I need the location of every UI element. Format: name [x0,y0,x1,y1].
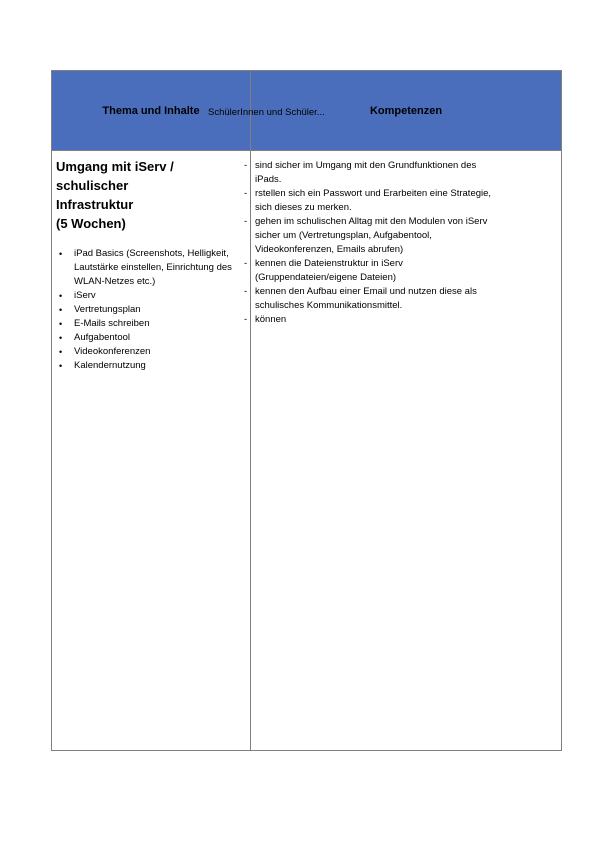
bullet-icon: • [59,361,63,371]
dash-icon: - [244,258,248,269]
dash-icon: - [244,216,248,227]
list-item: - gehen im schulischen Alltag mit den Modulen von iServ sicher um (Vertretungsplan, Aufgabentool, Videokonferenzen, Emails abrufen) [244,216,488,255]
list-item: • Vertretungsplan [59,304,141,315]
header-competences: Kompetenzen [369,104,443,117]
list-item: - rstellen sich ein Passwort und Erarbeiten eine Strategie, sich dieses zu merken. [244,188,492,213]
list-item: - kennen die Dateienstruktur in iServ (Gruppendateien/eigene Dateien) [244,258,403,283]
bullet-icon: • [59,347,63,357]
list-item: - sind sicher im Umgang mit den Grundfunktionen des iPads. [244,160,477,185]
competences-list [208,159,504,327]
competences-intro: SchülerInnen und Schüler... [208,107,325,118]
list-item: - kennen den Aufbau einer Email und nutzen diese als schulisches Kommunikationsmittel. [244,286,477,311]
list-item: • Kalendernutzung [59,360,146,371]
dash-icon: - [244,160,248,171]
competences-cell [208,106,504,327]
list-item: • iPad Basics (Screenshots, Helligkeit, Lautstärke einstellen, Einrichtung des WLAN-Netzes etc.) [59,248,232,287]
dash-icon: - [244,314,248,325]
bullet-icon: • [59,291,63,301]
topic-title-line: Umgang mit iServ / [56,159,174,174]
list-item: - können [244,314,287,325]
bullet-icon: • [59,333,63,343]
list-item: • Videokonferenzen [59,346,151,357]
header-topic: Thema und Inhalte [102,104,200,117]
dash-icon: - [244,286,248,297]
list-item: • E-Mails schreiben [59,318,150,329]
bullet-icon: • [59,319,63,329]
topic-title-line: Infrastruktur [56,197,134,212]
topic-title-line: schulischer [56,178,129,193]
bullet-icon: • [59,305,63,315]
topic-title-line: (5 Wochen) [56,216,126,231]
list-item: • Aufgabentool [59,332,130,343]
list-item: • iServ [59,290,96,301]
dash-icon: - [244,188,248,199]
bullet-icon: • [59,249,63,259]
